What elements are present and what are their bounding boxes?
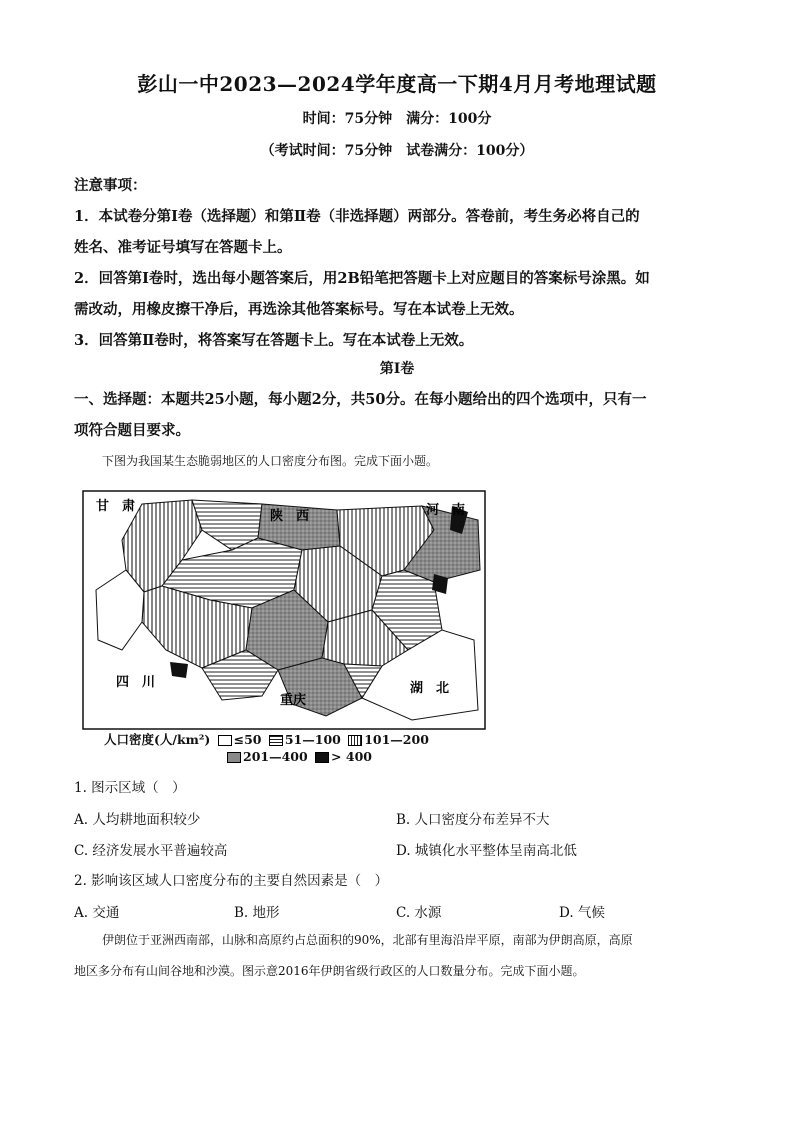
legend-swatch-medium <box>348 735 362 746</box>
question-2-option-b: B. 地形 <box>234 905 280 921</box>
question-1-stem: 1. 图示区域（ ） <box>74 780 186 796</box>
notice-heading: 注意事项： <box>74 177 147 194</box>
legend-title: 人口密度(人/km²) <box>104 732 211 747</box>
notice-block <box>74 170 724 356</box>
legend-label: 101—200 <box>364 732 429 747</box>
legend-label: 51—100 <box>284 732 341 747</box>
legend-row-1 <box>104 731 429 748</box>
map-region-dense <box>170 662 188 678</box>
legend-swatch-low <box>269 735 283 746</box>
section-label: 第Ⅰ卷 <box>379 361 415 377</box>
iran-intro-line-2: 地区多分布有山间谷地和沙漠。图示意2016年伊朗省级行政区的人口数量分布。完成下面小题。 <box>74 964 585 978</box>
legend-swatch-highest <box>315 752 329 763</box>
question-2-option-d: D. 气候 <box>559 905 605 921</box>
question-1-option-b: B. 人口密度分布差异不大 <box>396 812 550 828</box>
map-label-hubei: 湖 北 <box>410 681 450 696</box>
question-1-option-d: D. 城镇化水平整体呈南高北低 <box>396 843 577 859</box>
notice-item-1-line-2: 姓名、准考证号填写在答题卡上。 <box>74 239 292 256</box>
exam-time-line-alt: （考试时间：75分钟 试卷满分：100分） <box>260 143 534 159</box>
map-legend <box>104 731 429 765</box>
legend-label: > 400 <box>331 749 372 764</box>
map-label-shaanxi: 陕 西 <box>270 509 310 524</box>
map-intro: 下图为我国某生态脆弱地区的人口密度分布图。完成下面小题。 <box>102 454 439 468</box>
legend-swatch-high <box>227 752 241 763</box>
question-1-option-a: A. 人均耕地面积较少 <box>74 812 201 828</box>
map-label-henan: 河 南 <box>426 503 466 518</box>
map-label-gansu: 甘 肃 <box>96 499 136 514</box>
legend-label: 201—400 <box>243 749 308 764</box>
section-instructions-line-2: 项符合题目要求。 <box>74 422 190 439</box>
page-title: 彭山一中2023—2024学年度高一下期4月月考地理试题 <box>137 72 657 96</box>
question-2-option-a: A. 交通 <box>74 905 120 921</box>
notice-item-2-line-2: 需改动，用橡皮擦干净后，再选涂其他答案标号。写在本试卷上无效。 <box>74 301 524 318</box>
question-2-option-c: C. 水源 <box>396 905 442 921</box>
legend-swatch-lowest <box>218 735 232 746</box>
map-label-sichuan: 四 川 <box>116 675 156 690</box>
question-1-option-c: C. 经济发展水平普遍较高 <box>74 843 228 859</box>
exam-time-line: 时间：75分钟 满分：100分 <box>302 111 492 127</box>
notice-item-2-line-1: 2．回答第Ⅰ卷时，选出每小题答案后，用2B铅笔把答题卡上对应题目的答案标号涂黑。如 <box>74 270 650 287</box>
map-label-chongqing: 重庆 <box>280 693 307 708</box>
section-instructions <box>74 384 724 446</box>
population-density-map <box>82 490 486 730</box>
legend-label: ≤50 <box>233 732 262 747</box>
notice-item-1-line-1: 1．本试卷分第Ⅰ卷（选择题）和第Ⅱ卷（非选择题）两部分。答卷前，考生务必将自己的 <box>74 208 640 225</box>
question-2-stem: 2. 影响该区域人口密度分布的主要自然因素是（ ） <box>74 873 389 889</box>
legend-row-2 <box>224 748 429 765</box>
notice-item-3: 3．回答第Ⅱ卷时，将答案写在答题卡上。写在本试卷上无效。 <box>74 332 474 349</box>
section-instructions-line-1: 一、选择题：本题共25小题，每小题2分，共50分。在每小题给出的四个选项中，只有一 <box>74 391 647 408</box>
iran-intro-line-1: 伊朗位于亚洲西南部，山脉和高原约占总面积的90%，北部有里海沿岸平原，南部为伊朗高原，高原 <box>102 933 633 947</box>
